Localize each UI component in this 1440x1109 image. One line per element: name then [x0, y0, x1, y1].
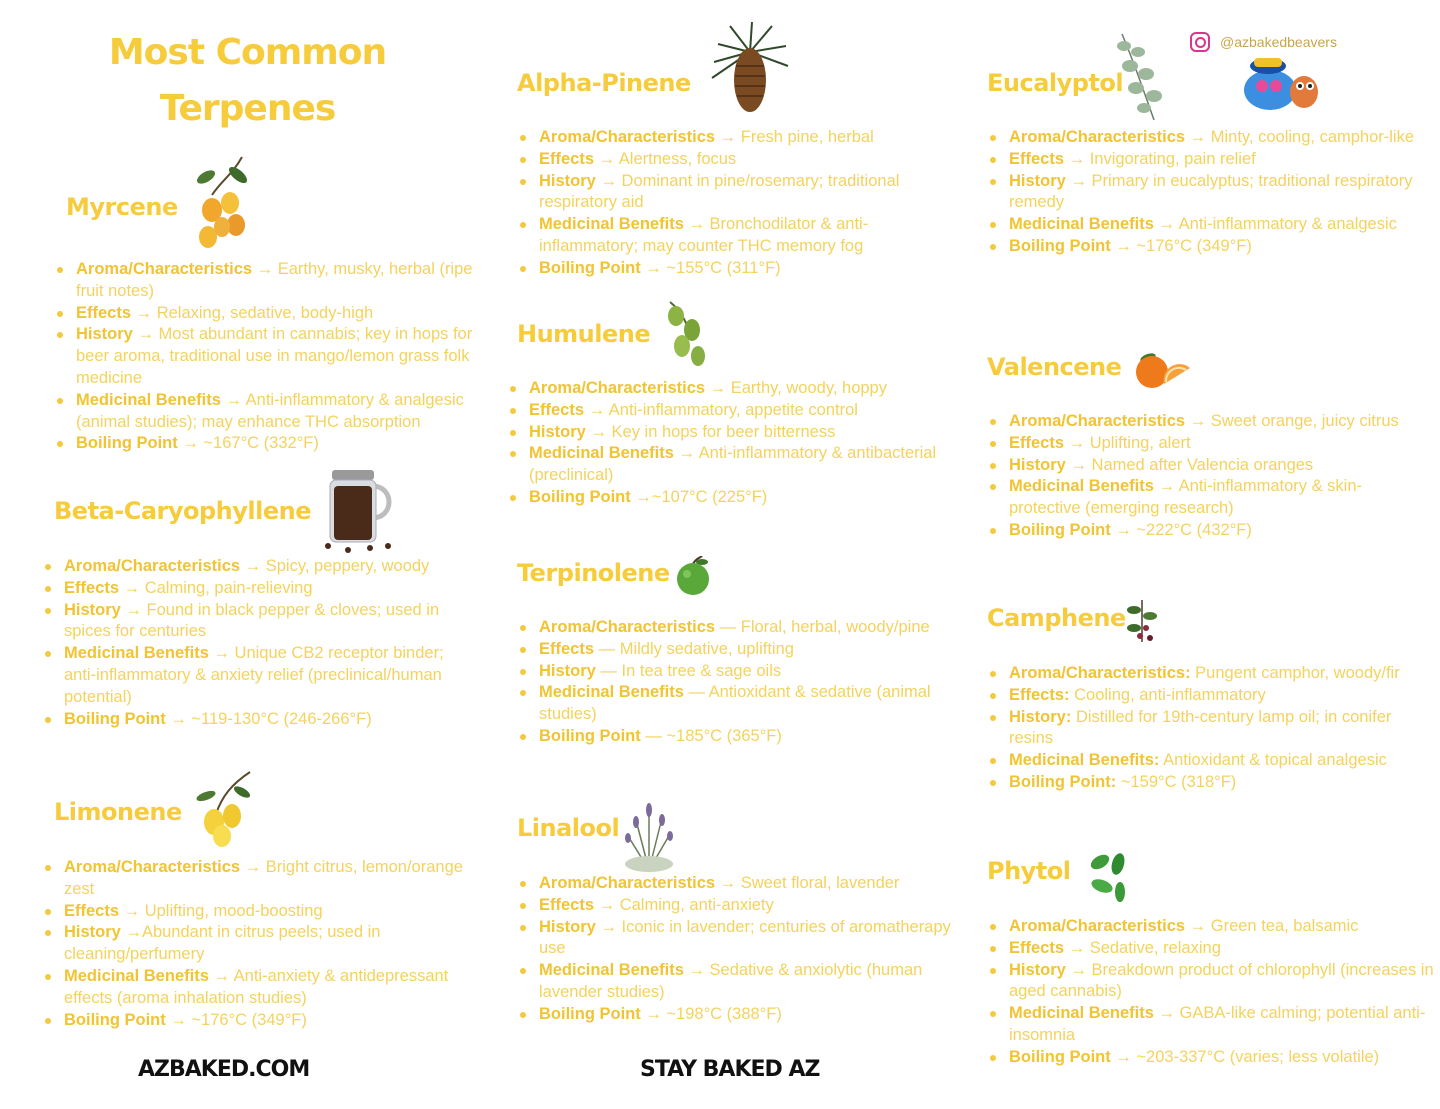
list-item: Boiling Point → ~155°C (311°F) — [539, 258, 949, 280]
list-item: Medicinal Benefits → Sedative & anxiolytic (human lavender studies) — [539, 960, 959, 1004]
list-item: Aroma/Characteristics → Minty, cooling, camphor-like — [1009, 127, 1429, 149]
list-item: Effects → Calming, pain-relieving — [64, 578, 464, 600]
list-item: History: Distilled for 19th-century lamp oil; in conifer resins — [1009, 707, 1429, 751]
list-item: Boiling Point → ~119-130°C (246-266°F) — [64, 709, 464, 731]
list-item: Aroma/Characteristics → Green tea, balsamic — [1009, 916, 1439, 938]
pine-cone-icon — [710, 22, 790, 114]
list-item: History → Dominant in pine/rosemary; traditional respiratory aid — [539, 171, 949, 215]
list-item: Effects → Calming, anti-anxiety — [539, 895, 959, 917]
list-item: History → Iconic in lavender; centuries of aromatherapy use — [539, 917, 959, 961]
list-camphene — [987, 663, 1429, 794]
list-item: Medicinal Benefits → Bronchodilator & anti-inflammatory; may counter THC memory fog — [539, 214, 949, 258]
list-item: Boiling Point → ~176°C (349°F) — [64, 1010, 464, 1032]
section-title-beta-caryophyllene: Beta-Caryophyllene — [54, 497, 311, 525]
list-item: Effects → Uplifting, mood-boosting — [64, 901, 464, 923]
section-title-valencene: Valencene — [987, 353, 1122, 381]
list-item: Medicinal Benefits: Antioxidant & topical analgesic — [1009, 750, 1429, 772]
section-title-myrcene: Myrcene — [66, 193, 178, 221]
list-item: Aroma/Characteristics → Sweet orange, juicy citrus — [1009, 411, 1429, 433]
list-item: Medicinal Benefits → Anti-inflammatory & antibacterial (preclinical) — [529, 443, 949, 487]
list-item: Medicinal Benefits → GABA-like calming; potential anti-insomnia — [1009, 1003, 1439, 1047]
lemon-branch-icon — [192, 770, 254, 848]
section-title-humulene: Humulene — [517, 320, 651, 348]
list-item: Effects → Relaxing, sedative, body-high — [76, 303, 476, 325]
list-item: Aroma/Characteristics — Floral, herbal, woody/pine — [539, 617, 949, 639]
list-alpha-pinene — [517, 127, 949, 280]
list-item: Boiling Point → ~222°C (432°F) — [1009, 520, 1429, 542]
list-humulene — [507, 378, 949, 509]
list-item: History → Breakdown product of chlorophyll (increases in aged cannabis) — [1009, 960, 1439, 1004]
section-title-linalool: Linalool — [517, 814, 620, 842]
list-item: History → Primary in eucalyptus; traditional respiratory remedy — [1009, 171, 1429, 215]
list-item: History → Key in hops for beer bitterness — [529, 422, 949, 444]
list-item: Boiling Point → ~203-337°C (varies; less volatile) — [1009, 1047, 1439, 1069]
list-item: Aroma/Characteristics → Earthy, musky, herbal (ripe fruit notes) — [76, 259, 476, 303]
list-item: Aroma/Characteristics → Fresh pine, herbal — [539, 127, 949, 149]
beaver-mascot-logo — [1240, 52, 1326, 114]
list-item: Boiling Point — ~185°C (365°F) — [539, 726, 949, 748]
list-item: Aroma/Characteristics → Earthy, woody, hoppy — [529, 378, 949, 400]
orange-icon — [1128, 348, 1192, 390]
list-item: Boiling Point: ~159°C (318°F) — [1009, 772, 1429, 794]
list-item: Effects → Sedative, relaxing — [1009, 938, 1439, 960]
clove-jar-icon — [318, 466, 400, 556]
instagram-handle[interactable] — [1190, 32, 1337, 52]
section-title-terpinolene: Terpinolene — [517, 559, 670, 587]
list-item: Aroma/Characteristics → Bright citrus, lemon/orange zest — [64, 857, 464, 901]
footer-tagline: STAY BAKED AZ — [640, 1057, 820, 1082]
list-item: Aroma/Characteristics → Sweet floral, lavender — [539, 873, 959, 895]
section-title-limonene: Limonene — [54, 798, 182, 826]
lavender-icon — [620, 800, 678, 874]
list-beta-caryophyllene — [42, 556, 464, 730]
instagram-handle-text: @azbakedbeavers — [1220, 34, 1337, 50]
list-phytol — [987, 916, 1439, 1069]
list-item: Aroma/Characteristics → Spicy, peppery, woody — [64, 556, 464, 578]
berry-branch-icon — [1124, 598, 1160, 644]
list-item: History — In tea tree & sage oils — [539, 661, 949, 683]
hops-icon — [660, 300, 710, 370]
list-item: History → Named after Valencia oranges — [1009, 455, 1429, 477]
list-item: Effects → Invigorating, pain relief — [1009, 149, 1429, 171]
mango-branch-icon — [192, 155, 254, 255]
instagram-icon — [1190, 32, 1210, 52]
list-linalool — [517, 873, 959, 1026]
list-myrcene — [54, 259, 476, 455]
list-item: Medicinal Benefits — Antioxidant & sedative (animal studies) — [539, 682, 949, 726]
list-item: Effects: Cooling, anti-inflammatory — [1009, 685, 1429, 707]
list-item: Effects → Uplifting, alert — [1009, 433, 1429, 455]
list-item: History →Abundant in citrus peels; used in cleaning/perfumery — [64, 922, 464, 966]
list-item: Effects → Anti-inflammatory, appetite control — [529, 400, 949, 422]
green-apple-icon — [674, 556, 712, 596]
list-item: Medicinal Benefits → Unique CB2 receptor binder; anti-inflammatory & anxiety relief (preclinical/human potential) — [64, 643, 464, 708]
list-item: Boiling Point →~107°C (225°F) — [529, 487, 949, 509]
list-eucalyptol — [987, 127, 1429, 258]
section-title-phytol: Phytol — [987, 857, 1071, 885]
list-item: Medicinal Benefits → Anti-inflammatory & skin-protective (emerging research) — [1009, 476, 1429, 520]
green-leaves-icon — [1086, 850, 1130, 904]
list-item: Boiling Point → ~176°C (349°F) — [1009, 236, 1429, 258]
list-item: History → Found in black pepper & cloves; used in spices for centuries — [64, 600, 464, 644]
list-item: Aroma/Characteristics: Pungent camphor, woody/fir — [1009, 663, 1429, 685]
footer-website[interactable]: AZBAKED.COM — [138, 1057, 310, 1082]
list-item: Boiling Point → ~167°C (332°F) — [76, 433, 476, 455]
section-title-alpha-pinene: Alpha-Pinene — [517, 69, 691, 97]
section-title-eucalyptol: Eucalyptol — [987, 69, 1124, 97]
section-title-camphene: Camphene — [987, 604, 1126, 632]
list-item: Boiling Point → ~198°C (388°F) — [539, 1004, 959, 1026]
list-item: History → Most abundant in cannabis; key in hops for beer aroma, traditional use in mango/lemon grass folk medicine — [76, 324, 476, 389]
page-title-line1: Most Common — [108, 32, 387, 73]
list-terpinolene — [517, 617, 949, 748]
list-item: Medicinal Benefits → Anti-anxiety & antidepressant effects (aroma inhalation studies) — [64, 966, 464, 1010]
list-limonene — [42, 857, 464, 1031]
list-item: Medicinal Benefits → Anti-inflammatory & analgesic (animal studies); may enhance THC absorption — [76, 390, 476, 434]
list-item: Effects → Alertness, focus — [539, 149, 949, 171]
list-item: Medicinal Benefits → Anti-inflammatory & analgesic — [1009, 214, 1429, 236]
page-title-line2: Terpenes — [159, 88, 336, 129]
eucalyptus-icon — [1114, 32, 1166, 122]
list-valencene — [987, 411, 1429, 542]
list-item: Effects — Mildly sedative, uplifting — [539, 639, 949, 661]
